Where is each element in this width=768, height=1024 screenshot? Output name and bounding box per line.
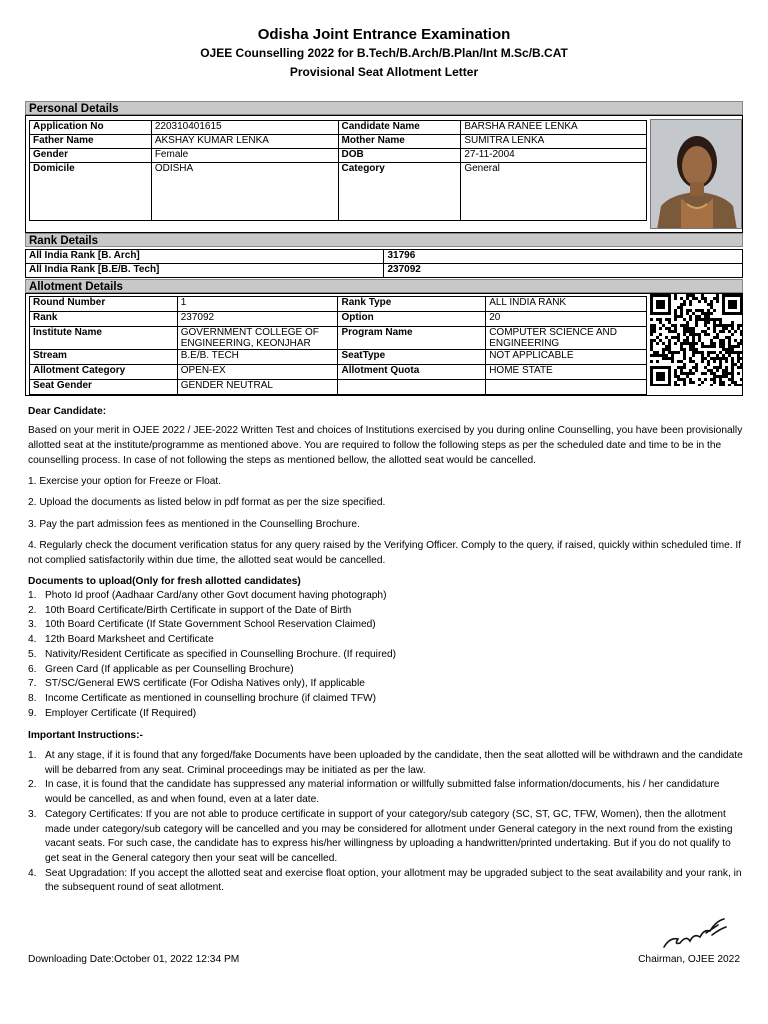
- mother-name-label: Mother Name: [338, 135, 461, 149]
- rank-type-label: Rank Type: [338, 297, 486, 312]
- greeting: Dear Candidate:: [28, 406, 107, 417]
- allotment-category-label: Allotment Category: [30, 365, 178, 380]
- instruction-item: 4. Seat Upgradation: If you accept the allotted seat and exercise float option, your allotment may be upgraded subject to the seat availability and your rank, in the subsequent round of seat allotment.: [28, 867, 742, 894]
- allotment-details-table: [29, 296, 647, 395]
- instruction-item: 2. In case, it is found that the candidate has suppressed any material information or willfully submitted false information/documents, his / her candidature would be cancelled, as and when found, even at a later date.: [28, 779, 720, 806]
- document-item: 1. Photo Id proof (Aadhaar Card/any other Govt document having photograph): [28, 590, 387, 601]
- seattype-value: NOT APPLICABLE: [486, 350, 647, 365]
- round-label: Round Number: [30, 297, 178, 312]
- document-item: 8. Income Certificate as mentioned in counselling brochure (if claimed TFW): [28, 692, 377, 704]
- documents-list: [28, 589, 743, 721]
- category-value: General: [461, 163, 647, 221]
- allotment-details-heading: Allotment Details: [25, 279, 743, 293]
- institute-value: GOVERNMENT COLLEGE OF ENGINEERING, KEONJHAR: [177, 327, 338, 350]
- counselling-subtitle: OJEE Counselling 2022 for B.Tech/B.Arch/B.Plan/Int M.Sc/B.CAT: [200, 46, 568, 60]
- mother-name-value: SUMITRA LENKA: [461, 135, 647, 149]
- document-item: 7. ST/SC/General EWS certificate (For Odisha Natives only), If applicable: [28, 678, 365, 690]
- personal-details-table: [29, 120, 647, 221]
- round-value: 1: [177, 297, 338, 312]
- download-date: Downloading Date:October 01, 2022 12:34 PM: [28, 954, 240, 965]
- rank-value: 237092: [177, 312, 338, 327]
- seattype-label: SeatType: [338, 350, 486, 365]
- qr-code: [650, 294, 743, 386]
- candidate-photo: [650, 119, 742, 229]
- instructions-list: [28, 749, 743, 896]
- category-label: Category: [338, 163, 461, 221]
- rank-details-table: [25, 249, 743, 278]
- option-label: Option: [338, 312, 486, 327]
- seat-gender-value: GENDER NEUTRAL: [177, 380, 338, 395]
- seat-gender-label: Seat Gender: [30, 380, 178, 395]
- documents-heading: Documents to upload(Only for fresh allotted candidates): [28, 576, 301, 587]
- option-value: 20: [486, 312, 647, 327]
- barch-rank-value: 31796: [384, 250, 743, 264]
- father-name-label: Father Name: [30, 135, 152, 149]
- allotment-category-value: OPEN-EX: [177, 365, 338, 380]
- btech-rank-label: All India Rank [B.E/B. Tech]: [26, 264, 384, 278]
- rank-label: Rank: [30, 312, 178, 327]
- gender-label: Gender: [30, 149, 152, 163]
- program-value: COMPUTER SCIENCE AND ENGINEERING: [486, 327, 647, 350]
- letter-title: Provisional Seat Allotment Letter: [289, 65, 479, 79]
- step-4: 4. Regularly check the document verification status for any query raised by the Verifying Officer. Comply to the query, if raised, quickly within scheduled time. If not complied satisfactorily within due time, the allotted seat would be cancelled.: [28, 540, 742, 566]
- domicile-value: ODISHA: [151, 163, 338, 221]
- app-no-value: 220310401615: [151, 121, 338, 135]
- gender-value: Female: [151, 149, 338, 163]
- document-item: 9. Employer Certificate (If Required): [28, 707, 197, 719]
- exam-title: Odisha Joint Entrance Examination: [257, 26, 511, 43]
- step-2: 2. Upload the documents as listed below in pdf format as per the size specified.: [28, 497, 386, 508]
- candidate-name-value: BARSHA RANEE LENKA: [461, 121, 647, 135]
- step-1: 1. Exercise your option for Freeze or Float.: [28, 476, 222, 487]
- father-name-value: AKSHAY KUMAR LENKA: [151, 135, 338, 149]
- domicile-label: Domicile: [30, 163, 152, 221]
- personal-details-heading: Personal Details: [25, 101, 743, 115]
- allotment-quota-value: HOME STATE: [486, 365, 647, 380]
- instructions-heading: Important Instructions:-: [28, 730, 143, 741]
- dob-label: DOB: [338, 149, 461, 163]
- candidate-name-label: Candidate Name: [338, 121, 461, 135]
- rank-type-value: ALL INDIA RANK: [486, 297, 647, 312]
- step-3: 3. Pay the part admission fees as mentioned in the Counselling Brochure.: [28, 519, 360, 530]
- chairman-signature: [660, 915, 730, 951]
- stream-label: Stream: [30, 350, 178, 365]
- barch-rank-label: All India Rank [B. Arch]: [26, 250, 384, 264]
- empty-cell: [486, 380, 647, 395]
- chairman-title: Chairman, OJEE 2022: [638, 954, 740, 965]
- document-item: 4. 12th Board Marksheet and Certificate: [28, 634, 214, 646]
- intro-paragraph: Based on your merit in OJEE 2022 / JEE-2022 Written Test and choices of Institutions exercised by you during online Counselling, you have been provisionally allotted seat at the institute/programme as mentioned above. You are required to follow the following steps as per the scheduled date and time to be in the counselling process. In case of not following the steps as mentioned bellow, the allotted seat would be cancelled.: [28, 425, 743, 466]
- institute-label: Institute Name: [30, 327, 178, 350]
- app-no-label: Application No: [30, 121, 152, 135]
- document-item: 3. 10th Board Certificate (If State Government School Reservation Claimed): [28, 619, 376, 631]
- program-label: Program Name: [338, 327, 486, 350]
- btech-rank-value: 237092: [384, 264, 743, 278]
- instruction-item: 3. Category Certificates: If you are not able to produce certificate in support of your category/sub category (SC, ST, GC, TFW, Women), then the allotment made under category/sub category will be cancelled and you may be considered for allotment under General category in the next round from the existing vacant seats. For such case, the candidate has to express his/her willingness by uploading a handwritten/printed undertaking. But if you do not qualify to get seat in the General category then your seat will be cancelled.: [28, 808, 733, 864]
- empty-cell: [338, 380, 486, 395]
- document-item: 2. 10th Board Certificate/Birth Certificate in support of the Date of Birth: [28, 604, 352, 616]
- document-item: 5. Nativity/Resident Certificate as specified in Counselling Brochure. (If required): [28, 648, 397, 660]
- stream-value: B.E/B. TECH: [177, 350, 338, 365]
- allotment-quota-label: Allotment Quota: [338, 365, 486, 380]
- document-item: 6. Green Card (If applicable as per Counselling Brochure): [28, 663, 294, 675]
- instruction-item: 1. At any stage, if it is found that any forged/fake Documents have been uploaded by the candidate, then the seat allotted will be withdrawn and the candidate will be debarred from any seat. Criminal proceedings may be initiated as per the law.: [28, 750, 743, 776]
- dob-value: 27-11-2004: [461, 149, 647, 163]
- rank-details-heading: Rank Details: [25, 233, 743, 247]
